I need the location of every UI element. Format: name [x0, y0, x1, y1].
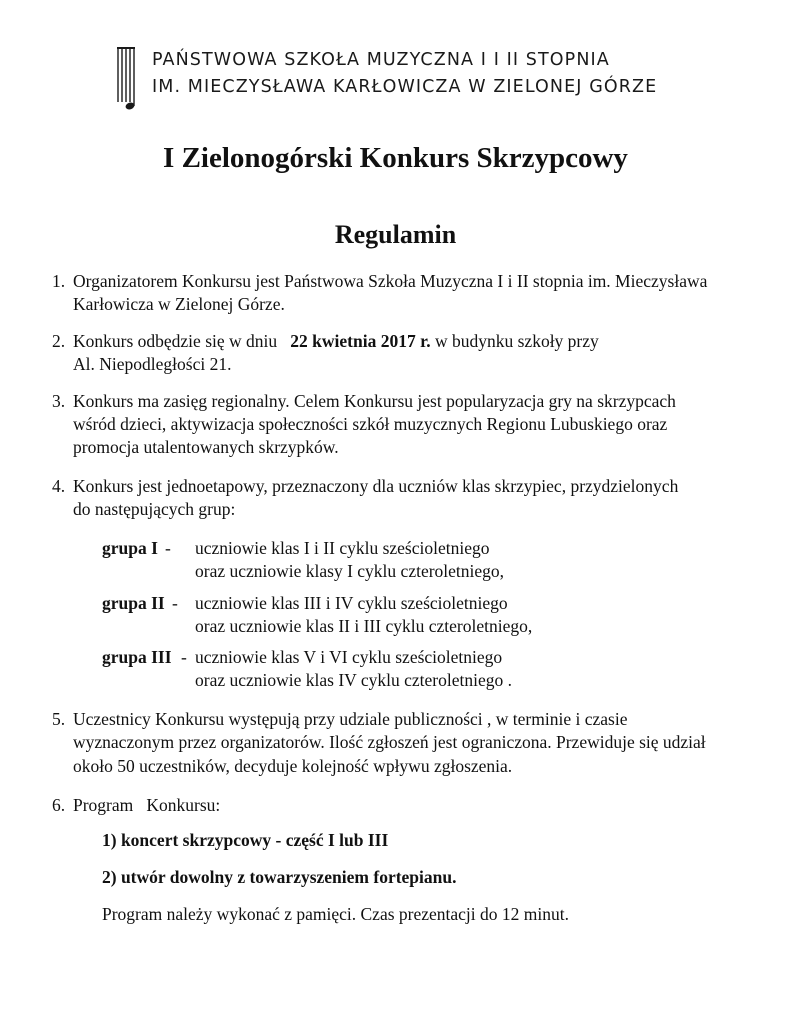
item-text-line: do następujących grup: [73, 499, 236, 519]
item-number: 2. [52, 331, 66, 351]
group-description: oraz uczniowie klas II i III cyklu czteroletniego, [195, 616, 533, 636]
item-text-line: Konkurs jest jednoetapowy, przeznaczony dla uczniów klas skrzypiec, przydzielonych [73, 476, 679, 496]
item-text-line: Al. Niepodległości 21. [73, 354, 232, 374]
item-number: 5. [52, 709, 66, 729]
program-item-1: 1) koncert skrzypcowy - część I lub III [102, 830, 389, 850]
item-number: 1. [52, 271, 66, 291]
group-label: grupa III [102, 647, 172, 667]
music-staff-note-icon [114, 44, 138, 112]
item-number: 4. [52, 476, 66, 496]
item-text-line: około 50 uczestników, decyduje kolejność wpływu zgłoszenia. [73, 756, 513, 776]
item-text-line: Konkurs ma zasięg regionalny. Celem Konkursu jest popularyzacja gry na skrzypcach [73, 391, 676, 411]
item-text-segment: w budynku szkoły przy [434, 331, 599, 351]
group-label: grupa II [102, 593, 165, 613]
item-text-line: wśród dzieci, aktywizacja społeczności szkół muzycznych Regionu Lubuskiego oraz [73, 414, 668, 434]
item-text-segment: Konkurs odbędzie się w dniu [73, 331, 278, 351]
group-dash: - [165, 538, 171, 558]
page-title: I Zielonogórski Konkurs Skrzypcowy [163, 142, 628, 174]
group-description: oraz uczniowie klas IV cyklu czteroletniego . [195, 670, 512, 690]
group-description: oraz uczniowie klasy I cyklu czteroletniego, [195, 561, 505, 581]
item-text-line: promocja utalentowanych skrzypków. [73, 437, 339, 457]
item-number: 6. [52, 795, 66, 815]
group-dash: - [181, 647, 187, 667]
page-subtitle: Regulamin [334, 220, 457, 249]
item-text-line: Karłowicza w Zielonej Górze. [73, 294, 285, 314]
group-description: uczniowie klas I i II cyklu sześcioletniego [195, 538, 490, 558]
item-text-line: Uczestnicy Konkursu występują przy udziale publiczności , w terminie i czasie [73, 709, 628, 729]
school-name-line1: PAŃSTWOWA SZKOŁA MUZYCZNA I I II STOPNIA [152, 50, 610, 70]
item-text-line [73, 330, 599, 352]
program-note: Program należy wykonać z pamięci. Czas prezentacji do 12 minut. [102, 904, 569, 924]
school-name [152, 47, 657, 101]
program-item-2: 2) utwór dowolny z towarzyszeniem fortepianu. [102, 867, 457, 887]
school-logo [114, 44, 138, 112]
item-text-line: Organizatorem Konkursu jest Państwowa Szkoła Muzyczna I i II stopnia im. Mieczysława [73, 271, 708, 291]
item-number: 3. [52, 391, 66, 411]
item-text-line: Program Konkursu: [73, 795, 221, 815]
group-dash: - [172, 593, 178, 613]
school-name-line2: IM. MIECZYSŁAWA KARŁOWICZA W ZIELONEJ GÓRZE [152, 77, 658, 97]
group-label: grupa I [102, 538, 158, 558]
item-text-line: wyznaczonym przez organizatorów. Ilość zgłoszeń jest ograniczona. Przewiduje się udział [73, 732, 706, 752]
group-description: uczniowie klas V i VI cyklu sześcioletniego [195, 647, 503, 667]
contest-date: 22 kwietnia 2017 r. [290, 331, 431, 351]
group-description: uczniowie klas III i IV cyklu sześcioletniego [195, 593, 508, 613]
